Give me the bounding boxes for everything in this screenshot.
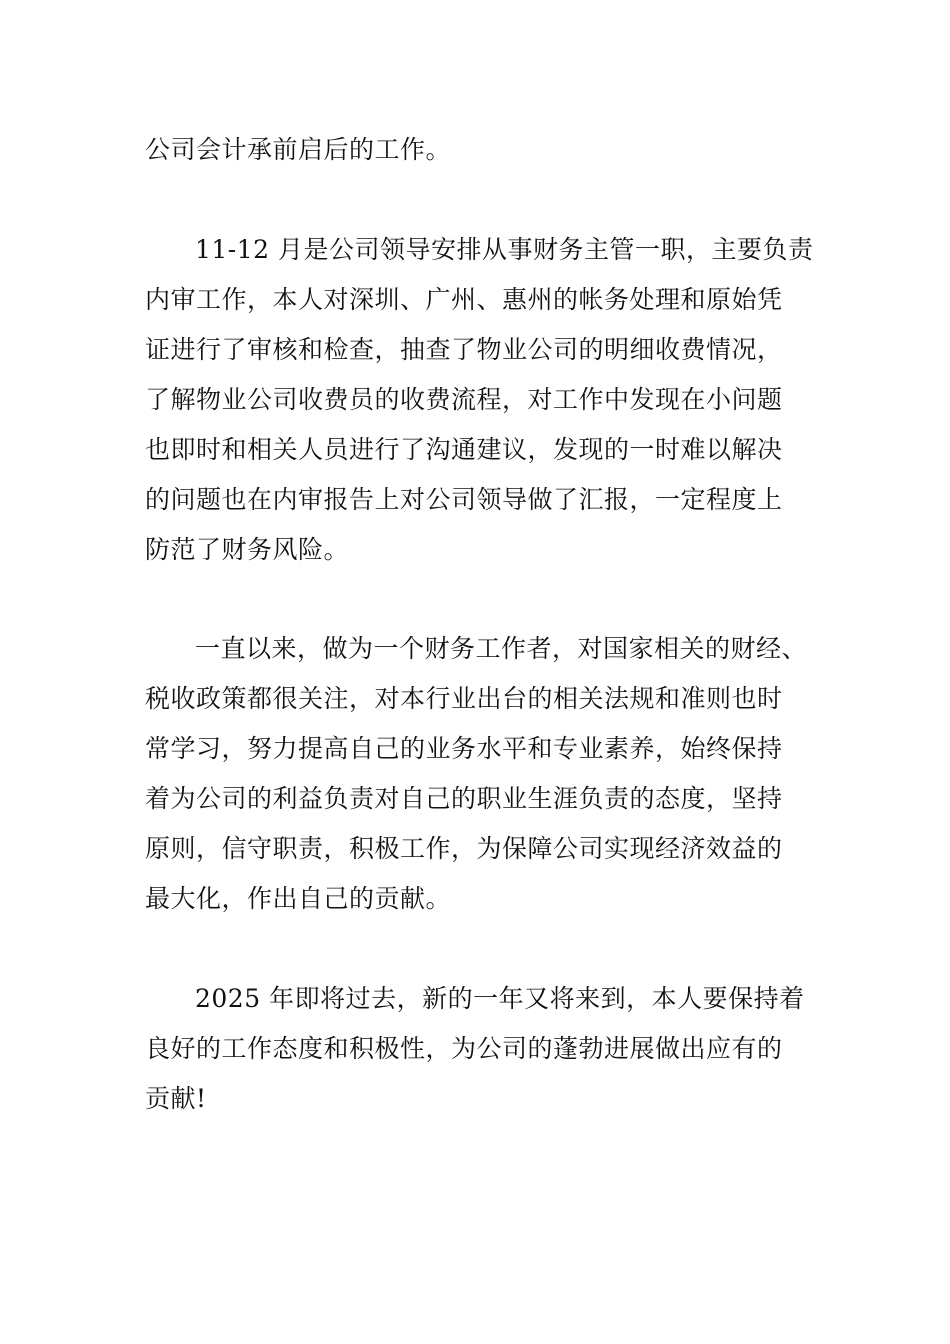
paragraph-line: 也即时和相关人员进行了沟通建议，发现的一时难以解决 [145,435,783,464]
paragraph-line: 贡献! [145,1084,207,1113]
paragraph-line: 着为公司的利益负责对自己的职业生涯负责的态度，坚持 [145,784,783,813]
paragraph-line: 2025 年即将过去，新的一年又将来到，本人要保持着 [195,984,805,1013]
paragraph-line: 内审工作，本人对深圳、广州、惠州的帐务处理和原始凭 [145,285,783,314]
paragraph-line: 的问题也在内审报告上对公司领导做了汇报，一定程度上 [145,485,783,514]
paragraph-line: 防范了财务风险。 [145,535,350,564]
paragraph-line: 一直以来，做为一个财务工作者，对国家相关的财经、 [195,634,808,663]
paragraph-line: 最大化，作出自己的贡献。 [145,884,452,913]
paragraph-line: 证进行了审核和检查，抽查了物业公司的明细收费情况， [145,335,783,364]
paragraph-line: 了解物业公司收费员的收费流程，对工作中发现在小问题 [145,385,783,414]
paragraph-line: 良好的工作态度和积极性，为公司的蓬勃进展做出应有的 [145,1034,783,1063]
paragraph-line: 公司会计承前启后的工作。 [145,135,452,164]
paragraph-line: 11-12 月是公司领导安排从事财务主管一职，主要负责 [195,235,814,264]
paragraph-line: 常学习，努力提高自己的业务水平和专业素养，始终保持 [145,734,783,763]
paragraph-line: 税收政策都很关注，对本行业出台的相关法规和准则也时 [145,684,783,713]
paragraph-line: 原则，信守职责，积极工作，为保障公司实现经济效益的 [145,834,783,863]
